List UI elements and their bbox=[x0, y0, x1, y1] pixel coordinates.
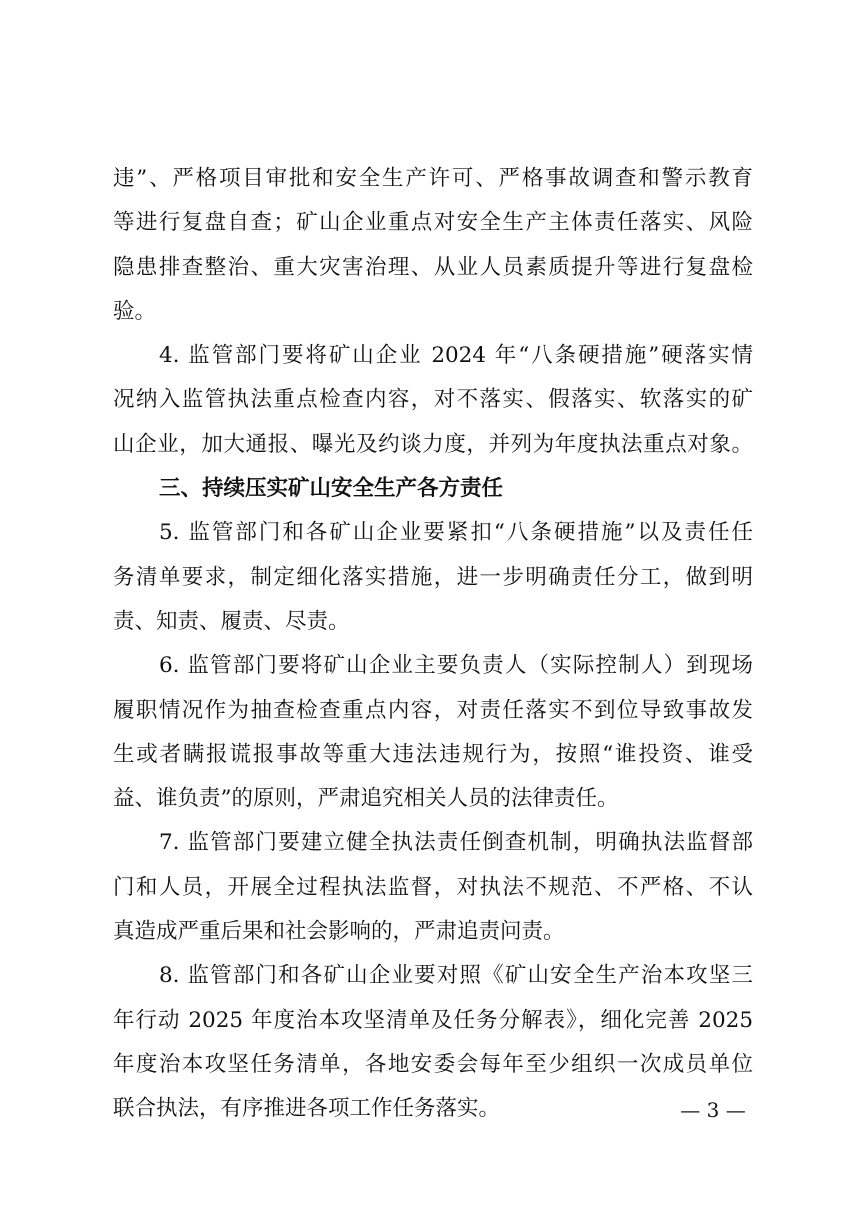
body-line: 违”、严格项目审批和安全生产许可、严格事故调查和警示教育 bbox=[113, 166, 753, 191]
body-line: 联合执法，有序推进各项工作任务落实。 bbox=[113, 1096, 501, 1122]
body-line: 山企业，加大通报、曝光及约谈力度，并列为年度执法重点对象。 bbox=[113, 431, 753, 457]
body-line: 隐患排查整治、重大灾害治理、从业人员素质提升等进行复盘检 bbox=[113, 254, 753, 280]
paragraph-5-start: 5. 监管部门和各矿山企业要紧扣“八条硬措施”以及责任任 bbox=[159, 520, 753, 546]
section-heading: 三、持续压实矿山安全生产各方责任 bbox=[159, 476, 504, 502]
paragraph-8-start: 8. 监管部门和各矿山企业要对照《矿山安全生产治本攻坚三 bbox=[159, 963, 753, 989]
paragraph-4-start: 4. 监管部门要将矿山企业 2024 年“八条硬措施”硬落实情 bbox=[159, 343, 753, 369]
body-line: 生或者瞒报谎报事故等重大违法违规行为，按照“谁投资、谁受 bbox=[113, 741, 753, 767]
body-line: 况纳入监管执法重点检查内容，对不落实、假落实、软落实的矿 bbox=[113, 387, 753, 413]
paragraph-6-start: 6. 监管部门要将矿山企业主要负责人（实际控制人）到现场 bbox=[159, 653, 753, 679]
document-body bbox=[113, 157, 753, 1132]
body-line: 责、知责、履责、尽责。 bbox=[113, 608, 350, 634]
body-line: 真造成严重后果和社会影响的，严肃追责问责。 bbox=[113, 919, 565, 945]
body-line: 年行动 2025 年度治本攻坚清单及任务分解表》，细化完善 2025 bbox=[113, 1007, 753, 1033]
page-number: — 3 — bbox=[680, 1098, 746, 1122]
body-line: 验。 bbox=[113, 298, 157, 324]
body-line: 等进行复盘自查；矿山企业重点对安全生产主体责任落实、风险 bbox=[113, 210, 753, 236]
body-line: 务清单要求，制定细化落实措施，进一步明确责任分工，做到明 bbox=[113, 564, 753, 590]
body-line: 年度治本攻坚任务清单，各地安委会每年至少组织一次成员单位 bbox=[113, 1051, 753, 1077]
paragraph-7-start: 7. 监管部门要建立健全执法责任倒查机制，明确执法监督部 bbox=[159, 830, 753, 856]
body-line: 履职情况作为抽查检查重点内容，对责任落实不到位导致事故发 bbox=[113, 697, 753, 723]
body-line: 益、谁负责”的原则，严肃追究相关人员的法律责任。 bbox=[113, 786, 619, 812]
body-line: 门和人员，开展全过程执法监督，对执法不规范、不严格、不认 bbox=[113, 874, 753, 900]
